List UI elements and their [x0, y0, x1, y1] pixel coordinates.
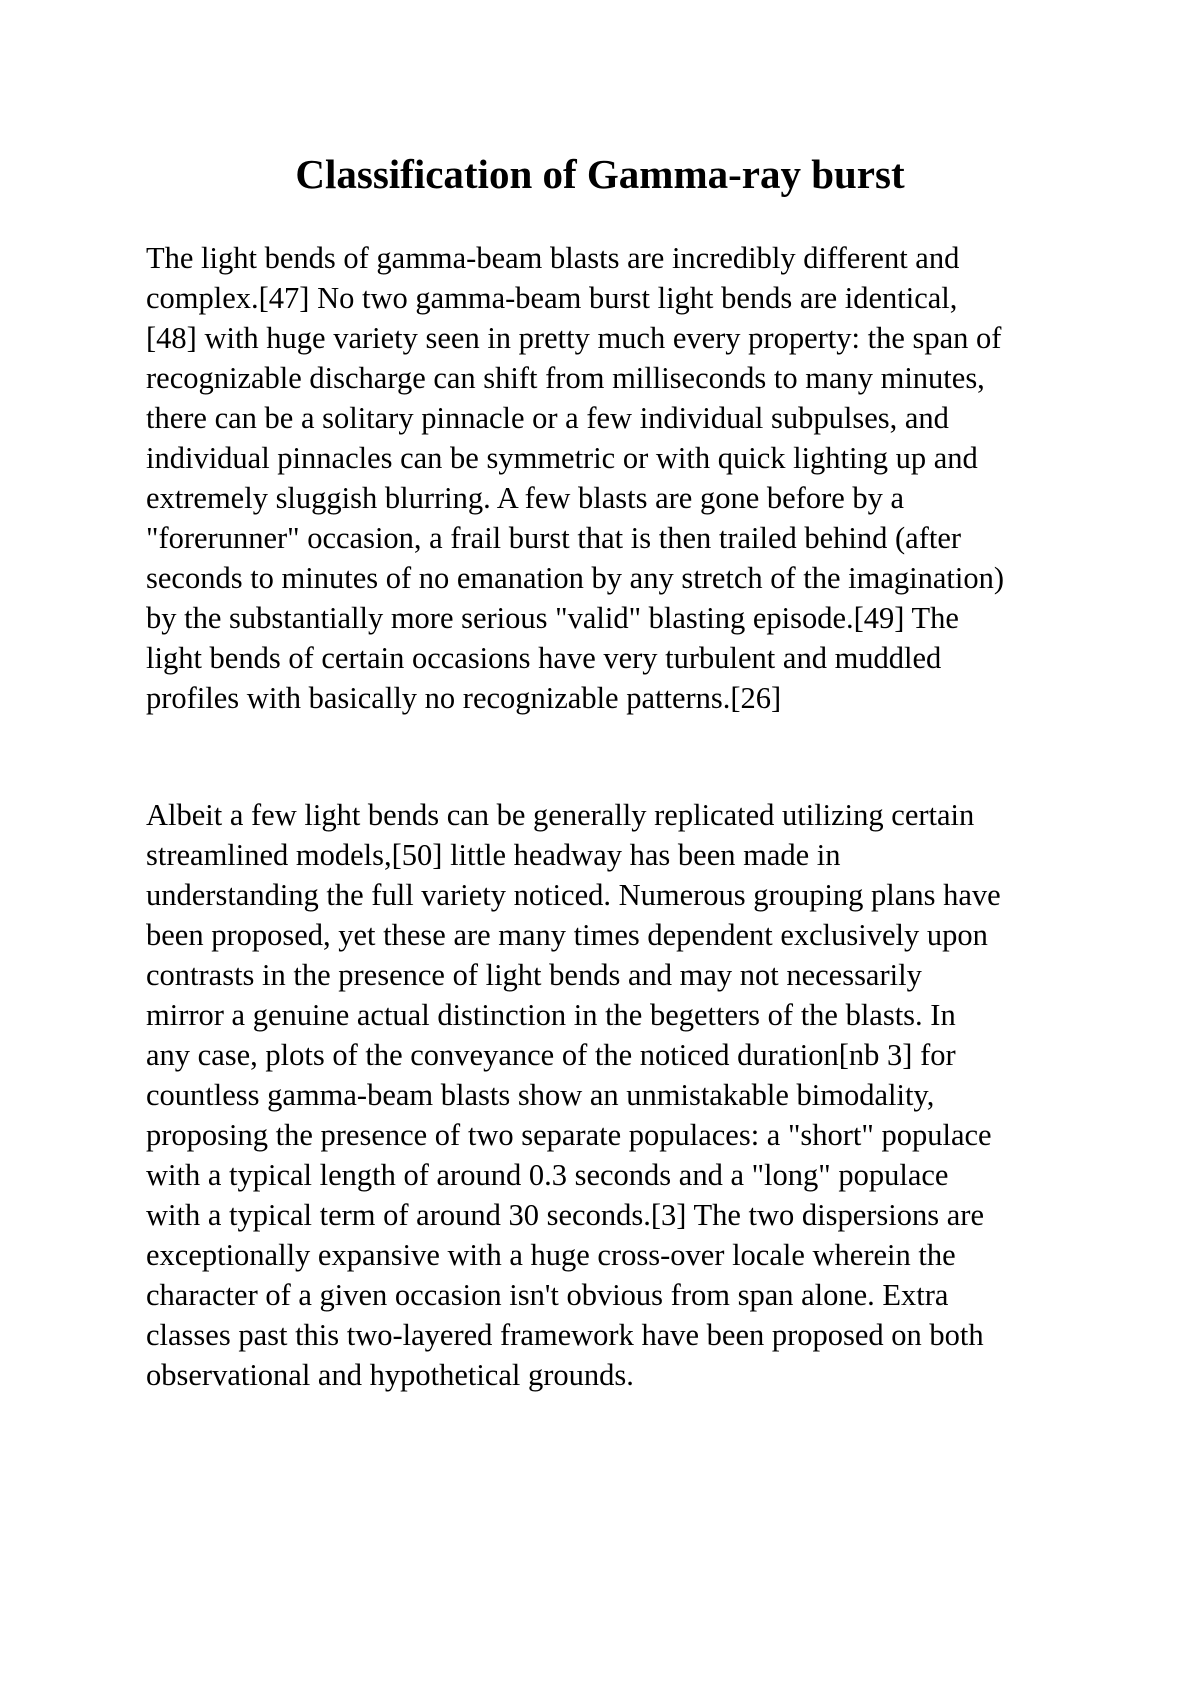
- paragraph-line: "forerunner" occasion, a frail burst that is then trailed behind (after: [146, 521, 962, 555]
- paragraph-line: understanding the full variety noticed. Numerous grouping plans have: [146, 878, 1001, 912]
- paragraph-line: any case, plots of the conveyance of the noticed duration[nb 3] for: [146, 1038, 956, 1072]
- paragraph-line: light bends of certain occasions have very turbulent and muddled: [146, 641, 942, 675]
- document-title: Classification of Gamma-ray burst: [295, 151, 905, 197]
- paragraph-line: by the substantially more serious "valid" blasting episode.[49] The: [146, 601, 959, 635]
- paragraph-line: individual pinnacles can be symmetric or with quick lighting up and: [146, 441, 978, 475]
- paragraph-line: proposing the presence of two separate populaces: a "short" populace: [146, 1118, 992, 1152]
- paragraph-line: [48] with huge variety seen in pretty much every property: the span of: [146, 321, 1002, 355]
- paragraph-2: [146, 795, 1086, 1395]
- paragraph-line: character of a given occasion isn't obvious from span alone. Extra: [146, 1278, 949, 1312]
- paragraph-1: [146, 238, 1086, 718]
- paragraph-line: recognizable discharge can shift from milliseconds to many minutes,: [146, 361, 985, 395]
- paragraph-line: extremely sluggish blurring. A few blasts are gone before by a: [146, 481, 905, 515]
- paragraph-line: mirror a genuine actual distinction in the begetters of the blasts. In: [146, 998, 956, 1032]
- paragraph-line: profiles with basically no recognizable patterns.[26]: [146, 681, 782, 715]
- paragraph-line: with a typical term of around 30 seconds.[3] The two dispersions are: [146, 1198, 984, 1232]
- paragraph-line: with a typical length of around 0.3 seconds and a "long" populace: [146, 1158, 949, 1192]
- paragraph-line: exceptionally expansive with a huge cross-over locale wherein the: [146, 1238, 956, 1272]
- paragraph-line: observational and hypothetical grounds.: [146, 1358, 634, 1392]
- paragraph-line: been proposed, yet these are many times dependent exclusively upon: [146, 918, 988, 952]
- paragraph-line: contrasts in the presence of light bends and may not necessarily: [146, 958, 922, 992]
- paragraph-line: countless gamma-beam blasts show an unmistakable bimodality,: [146, 1078, 935, 1112]
- paragraph-line: streamlined models,[50] little headway has been made in: [146, 838, 841, 872]
- paragraph-line: seconds to minutes of no emanation by any stretch of the imagination): [146, 561, 1005, 595]
- paragraph-line: Albeit a few light bends can be generally replicated utilizing certain: [146, 798, 975, 832]
- paragraph-line: there can be a solitary pinnacle or a few individual subpulses, and: [146, 401, 949, 435]
- paragraph-line: The light bends of gamma-beam blasts are incredibly different and: [146, 241, 960, 275]
- paragraph-line: complex.[47] No two gamma-beam burst light bends are identical,: [146, 281, 958, 315]
- paragraph-line: classes past this two-layered framework have been proposed on both: [146, 1318, 984, 1352]
